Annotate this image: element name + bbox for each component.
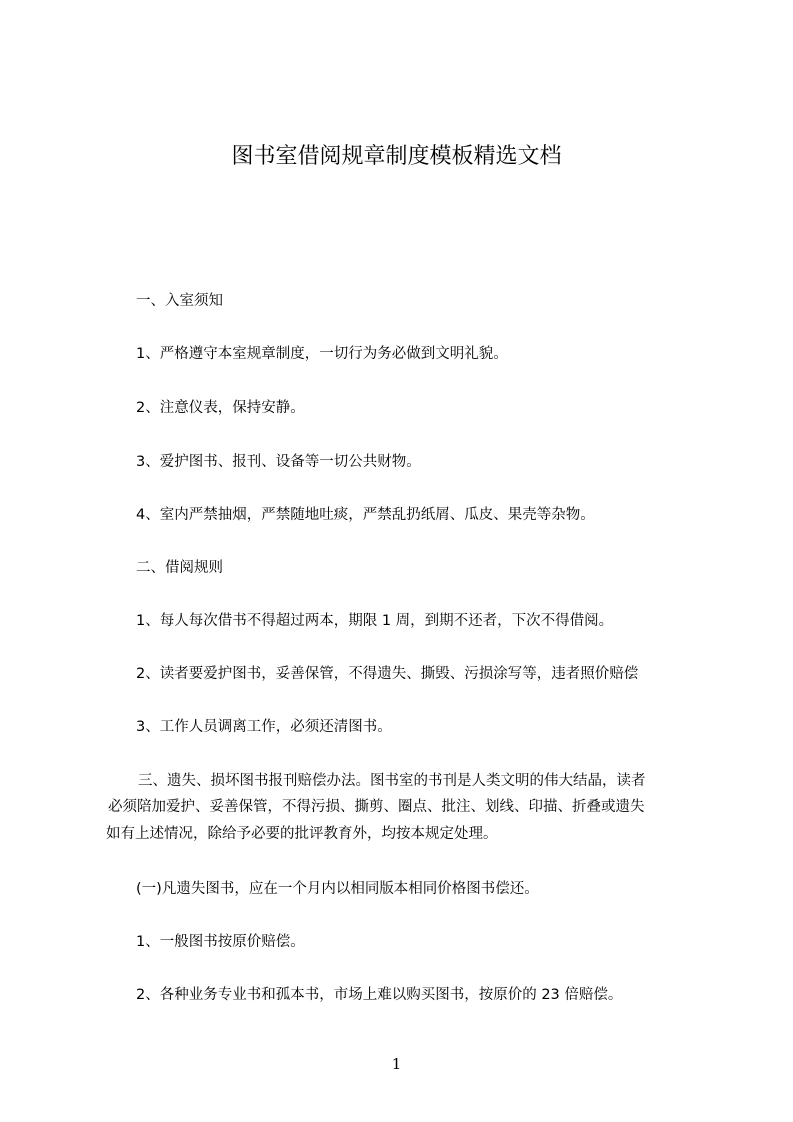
paragraph-line: 2、注意仪表，保持安静。 xyxy=(136,400,305,416)
section-heading-borrowing-rules: 二、借阅规则 xyxy=(136,560,223,576)
paragraph-line: 1、一般图书按原价赔偿。 xyxy=(136,934,305,950)
document-title: 图书室借阅规章制度模板精选文档 xyxy=(231,144,562,169)
section-heading-compensation: 三、遗失、损坏图书报刊赔偿办法。图书室的书刊是人类文明的伟大结晶，读者 xyxy=(138,773,646,789)
paragraph-line: 3、工作人员调离工作，必须还清图书。 xyxy=(136,719,392,735)
paragraph-line: 4、室内严禁抽烟，严禁随地吐痰，严禁乱扔纸屑、瓜皮、果壳等杂物。 xyxy=(136,507,595,523)
paragraph-line: 2、读者要爱护图书，妥善保管，不得遗失、撕毁、污损涂写等，违者照价赔偿 xyxy=(136,666,639,682)
section-heading-entry-rules: 一、入室须知 xyxy=(136,293,223,309)
paragraph-line: 3、爱护图书、报刊、设备等一切公共财物。 xyxy=(136,454,421,470)
paragraph-line: 1、严格遵守本室规章制度，一切行为务必做到文明礼貌。 xyxy=(136,346,508,362)
paragraph-line: 必须陪加爱护、妥善保管，不得污损、撕剪、圈点、批注、划线、印描、折叠或遗失 xyxy=(108,799,645,815)
page-number: 1 xyxy=(391,1055,402,1073)
paragraph-line: (一)凡遗失图书，应在一个月内以相同版本相同价格图书偿还。 xyxy=(136,881,539,897)
paragraph-line: 1、每人每次借书不得超过两本，期限 1 周，到期不还者，下次不得借阅。 xyxy=(136,613,614,629)
paragraph-line: 如有上述情况，除给予必要的批评教育外，均按本规定处理。 xyxy=(106,826,498,842)
paragraph-line: 2、各种业务专业书和孤本书，市场上难以购买图书，按原价的 23 倍赔偿。 xyxy=(136,987,623,1003)
